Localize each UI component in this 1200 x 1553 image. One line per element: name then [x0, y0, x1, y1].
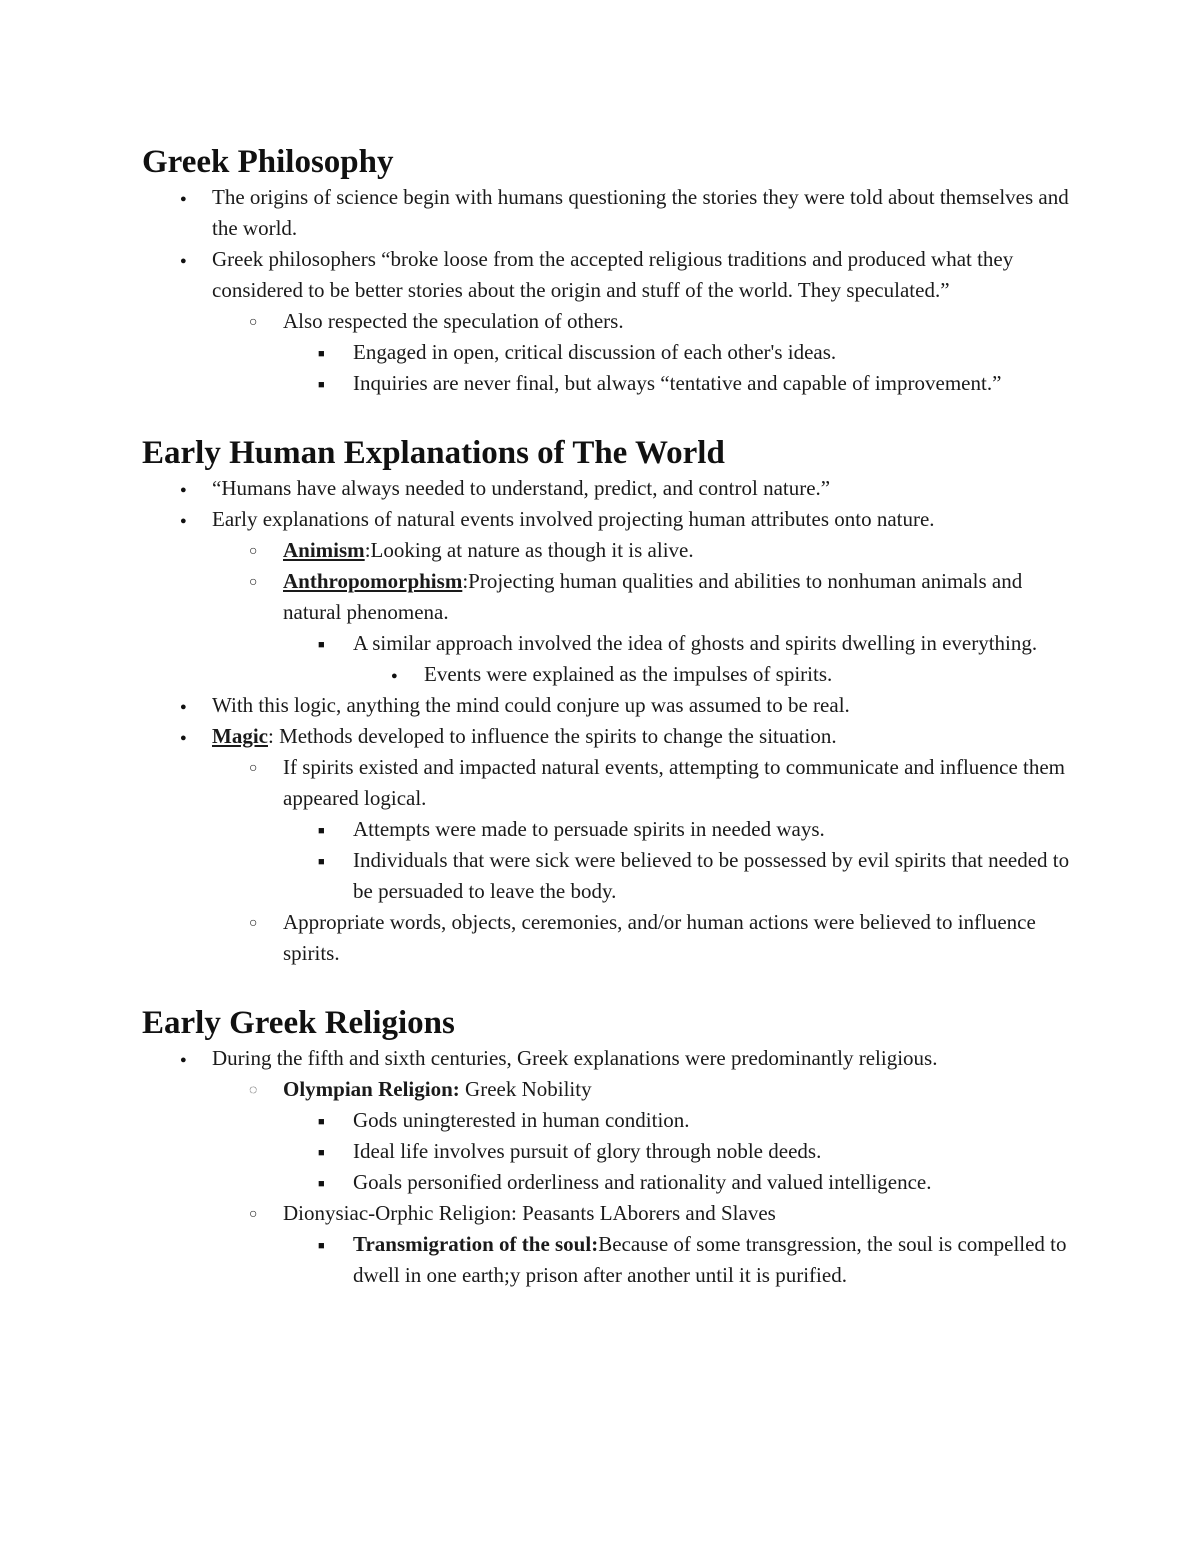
list-item: ○ Dionysiac-Orphic Religion: Peasants LAborers and Slaves [142, 1198, 1072, 1229]
list-item: ○ Animism:Looking at nature as though it is alive. [142, 535, 1072, 566]
list-item: ● “Humans have always needed to understand, predict, and control nature.” [142, 473, 1072, 504]
list-item: ■ Attempts were made to persuade spirits in needed ways. [142, 814, 1072, 845]
list-item: ■ Goals personified orderliness and rationality and valued intelligence. [142, 1167, 1072, 1198]
bullet-square-icon [318, 337, 325, 370]
list-item: ○ Appropriate words, objects, ceremonies, and/or human actions were believed to influence spirits. [142, 907, 1072, 969]
list-item: ● Events were explained as the impulses of spirits. [142, 659, 1072, 690]
list-item: ○ Also respected the speculation of others. [142, 306, 1072, 337]
list-item: ■ Ideal life involves pursuit of glory through noble deeds. [142, 1136, 1072, 1167]
term-anthropomorphism: Anthropomorphism [283, 569, 463, 593]
bullet-square-icon [318, 1229, 325, 1262]
term-transmigration: Transmigration of the soul: [353, 1232, 599, 1256]
bullet-disc-icon [180, 1043, 187, 1076]
list-item: ● During the fifth and sixth centuries, Greek explanations were predominantly religious. [142, 1043, 1072, 1074]
list-item: ○ If spirits existed and impacted natural events, attempting to communicate and influence them appeared logical. [142, 752, 1072, 814]
list-item: ● Magic: Methods developed to influence the spirits to change the situation. [142, 721, 1072, 752]
bullet-circle-icon [249, 752, 257, 784]
list-item: ○ Anthropomorphism:Projecting human qualities and abilities to nonhuman animals and natural phenomena. [142, 566, 1072, 628]
bullet-circle-icon [249, 1198, 257, 1230]
bullet-dotted-circle-icon [249, 1074, 257, 1106]
bullet-disc-icon [391, 659, 398, 692]
bullet-square-icon [318, 1136, 325, 1169]
heading-early-greek-religions: Early Greek Religions [142, 1005, 455, 1041]
bullet-disc-icon [180, 244, 187, 277]
list-item: ● The origins of science begin with humans questioning the stories they were told about themselves and the world. [142, 182, 1072, 244]
bullet-circle-icon [249, 306, 257, 338]
list-item: ● Early explanations of natural events involved projecting human attributes onto nature. [142, 504, 1072, 535]
list-item: ● Greek philosophers “broke loose from the accepted religious traditions and produced what they considered to be better stories about the origin and stuff of the world. They speculated.” [142, 244, 1072, 306]
bullet-disc-icon [180, 721, 187, 754]
document-body [142, 142, 1072, 1291]
heading-early-human-explanations: Early Human Explanations of The World [142, 435, 725, 471]
bullet-disc-icon [180, 504, 187, 537]
list-item: ■ Individuals that were sick were believed to be possessed by evil spirits that needed to be persuaded to leave the body. [142, 845, 1072, 907]
bullet-disc-icon [180, 473, 187, 506]
bullet-circle-icon [249, 566, 257, 598]
term-magic: Magic [212, 724, 268, 748]
list-item: ◌ Olympian Religion: Greek Nobility [142, 1074, 1072, 1105]
list-item: ■ A similar approach involved the idea of ghosts and spirits dwelling in everything. [142, 628, 1072, 659]
bullet-square-icon [318, 1105, 325, 1138]
bullet-square-icon [318, 814, 325, 847]
term-olympian-religion: Olympian Religion: [283, 1077, 460, 1101]
bullet-circle-icon [249, 535, 257, 567]
list-item: ■ Engaged in open, critical discussion of each other's ideas. [142, 337, 1072, 368]
list-item: ■ Gods uningterested in human condition. [142, 1105, 1072, 1136]
bullet-square-icon [318, 628, 325, 661]
bullet-circle-icon [249, 907, 257, 939]
heading-greek-philosophy: Greek Philosophy [142, 144, 394, 180]
bullet-disc-icon [180, 182, 187, 215]
bullet-square-icon [318, 1167, 325, 1200]
list-item: ■ Inquiries are never final, but always “tentative and capable of improvement.” [142, 368, 1072, 399]
bullet-square-icon [318, 845, 325, 878]
list-item: ■ Transmigration of the soul:Because of some transgression, the soul is compelled to dwell in one earth;y prison after another until it is purified. [142, 1229, 1072, 1291]
bullet-disc-icon [180, 690, 187, 723]
term-animism: Animism [283, 538, 365, 562]
bullet-square-icon [318, 368, 325, 401]
list-item: ● With this logic, anything the mind could conjure up was assumed to be real. [142, 690, 1072, 721]
